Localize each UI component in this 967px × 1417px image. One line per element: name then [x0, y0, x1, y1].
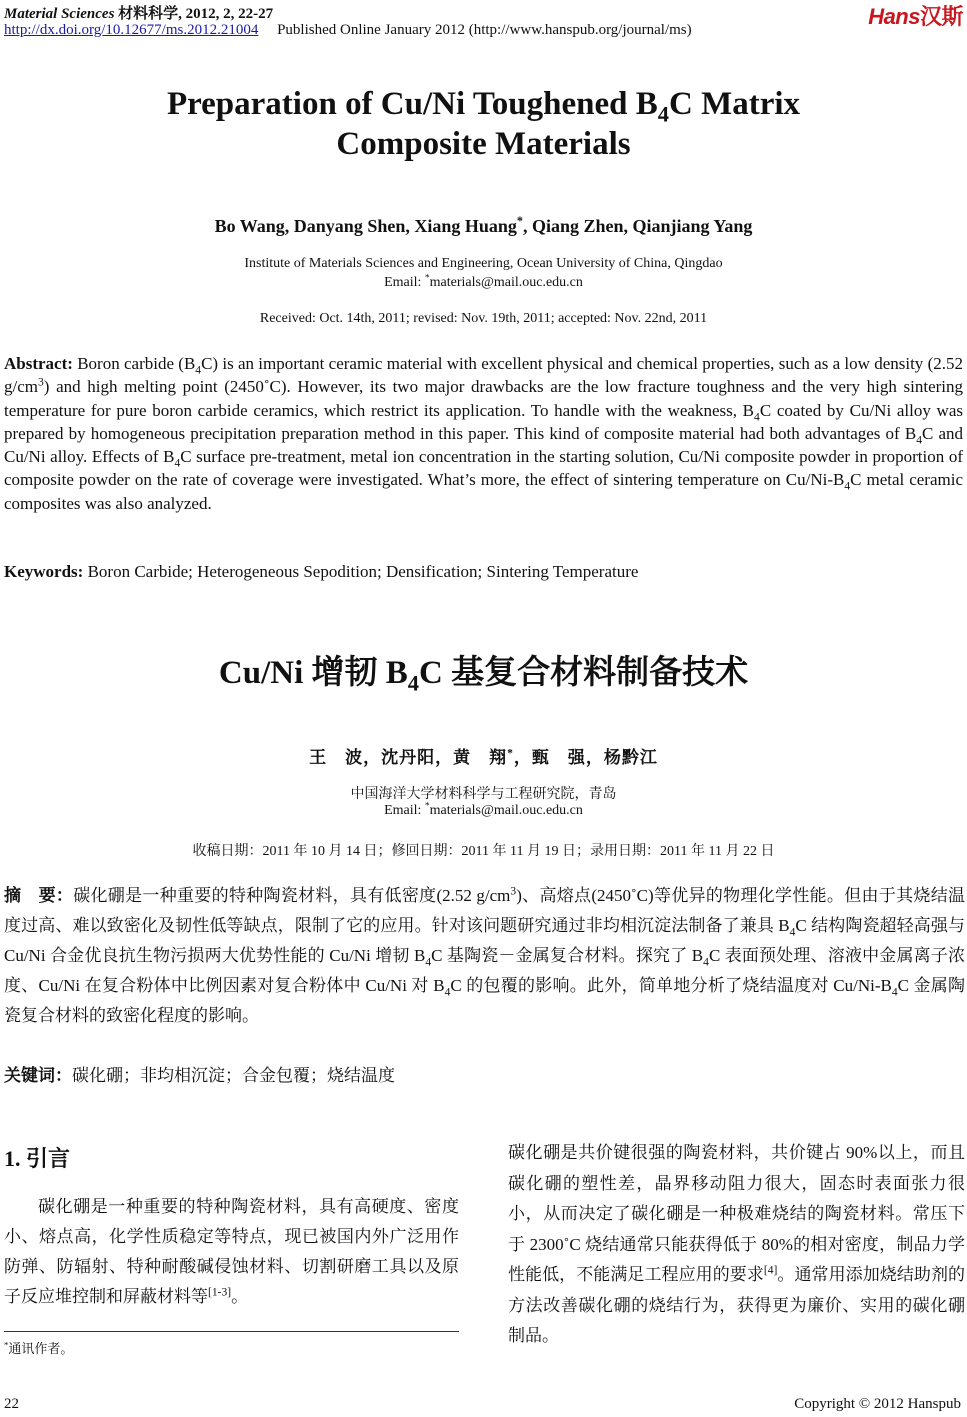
logo-text-en: Hans — [868, 4, 920, 29]
keywords-cn: 关键词：碳化硼；非均相沉淀；合金包覆；烧结温度 — [4, 1066, 395, 1085]
intro-left-paragraph: 碳化硼是一种重要的特种陶瓷材料，具有高硬度、密度小、熔点高，化学性质稳定等特点，现已被国内外广泛用作防弹、防辐射、特种耐酸碱侵蚀材料、切割研磨工具以及原子反应堆控制和屏蔽材料等[1-3]。 — [4, 1197, 459, 1306]
copyright: Copyright © 2012 Hanspub — [794, 1396, 961, 1412]
affiliation-cn: 中国海洋大学材料科学与工程研究院，青岛 — [350, 787, 617, 802]
affiliation-en: Institute of Materials Sciences and Engineering, Ocean University of China, Qingdao — [244, 256, 723, 271]
intro-right-paragraph: 碳化硼是共价键很强的陶瓷材料，共价键占 90%以上，而且碳化硼的塑性差，晶界移动阻力很大，固态时表面张力很小，从而决定了碳化硼是一种极难烧结的陶瓷材料。常压下于 2300˚C 烧结通常只能获得低于 80%的相对密度，制品力学性能低，不能满足工程应用的要求[4]。通常用添加烧结助剂的方法改善碳化硼的烧结行为，获得更为廉价、实用的碳化硼制品。 — [508, 1143, 966, 1345]
doi-line — [4, 22, 692, 39]
doi-link[interactable]: http://dx.doi.org/10.12677/ms.2012.21004 — [4, 22, 259, 38]
abstract-en: Abstract: Boron carbide $(B_4C)$ is an important ceramic material with excellent physical and chemical properties, such as a low density (2.52 $g/cm^3$) and high melting point (2450˚C). However, its two major drawbacks are the low fracture toughness and the very high sintering temperature for pure boron carbide ceramics, which restrict its application. To handle with the weakness, $B_4C$ coated by Cu/Ni alloy was prepared by homogeneous precipitation preparation method in this paper. This kind of composite material had both advantages of $B_4C$ and Cu/Ni alloy. Effects of $B_4C$ surface pre-treatment, metal ion concentration in the starting solution, Cu/Ni composite powder in proportion of composite powder on the rate of coverage were investigated. What’s more, the effect of sintering temperature on $Cu/Ni-B_4C$ metal ceramic composites was also analyzed. — [4, 354, 964, 513]
abstract-cn: 摘 要：碳化硼是一种重要的特种陶瓷材料，具有低密度(2.52 $g/cm^3$)、高熔点(2450˚C)等优异的物理化学性能。但由于其烧结温度过高、难以致密化及韧性低等缺点，限制了它的应用。针对该问题研究通过非均相沉淀法制备了兼具 $B_4C$ 结构陶瓷超轻高强与 Cu/Ni 合金优良抗生物污损两大优势性能的 Cu/Ni 增韧 $B_4C$ 基陶瓷－金属复合材料。探究了 $B_4C$ 表面预处理、溶液中金属离子浓度、Cu/Ni 在复合粉体中比例因素对复合粉体中 Cu/Ni 对 $B_4C$ 的包覆的影响。此外，简单地分析了烧结温度对 $Cu/Ni-B_4C$ 金属陶瓷复合材料的致密化程度的影响。 — [4, 884, 966, 1025]
email-cn: Email: *materials@mail.ouc.edu.cn — [384, 801, 583, 818]
logo-text-cn: 汉斯 — [919, 4, 963, 29]
paper-title-cn: Cu/Ni 增韧 $B_4C$ 基复合材料制备技术 — [218, 655, 749, 696]
journal-name-cn: 材料科学, 2012, 2, 22-27 — [118, 6, 274, 22]
journal-header — [4, 2, 273, 23]
paper-title-en: Preparation of Cu/Ni Toughened $B_4C$ Matrix Composite Materials — [166, 86, 801, 162]
keywords-en: Keywords: Boron Carbide; Heterogeneous Sepodition; Densification; Sintering Temperature — [4, 562, 639, 581]
journal-name: Material Sciences — [4, 6, 115, 22]
section-heading-introduction: 1. 引言 — [4, 1146, 71, 1171]
footnote: *通讯作者。 — [4, 1339, 74, 1356]
received-dates-cn: 收稿日期：2011 年 10 月 14 日；修回日期：2011 年 11 月 19 日；录用日期：2011 年 11 月 22 日 — [192, 844, 775, 859]
authors-en: Bo Wang, Danyang Shen, Xiang Huang*, Qiang Zhen, Qianjiang Yang — [214, 214, 753, 236]
email-en: Email: *materials@mail.ouc.edu.cn — [384, 273, 583, 290]
page-number: 22 — [4, 1396, 19, 1412]
published-info: Published Online January 2012 (http://www.hanspub.org/journal/ms) — [277, 22, 692, 38]
received-dates-en: Received: Oct. 14th, 2011; revised: Nov. 19th, 2011; accepted: Nov. 22nd, 2011 — [259, 311, 708, 326]
hanspub-logo — [868, 0, 963, 31]
authors-cn: 王 波，沈丹阳，黄 翔*，甄 强，杨黔江 — [309, 746, 658, 767]
footnote-divider — [4, 1331, 459, 1332]
